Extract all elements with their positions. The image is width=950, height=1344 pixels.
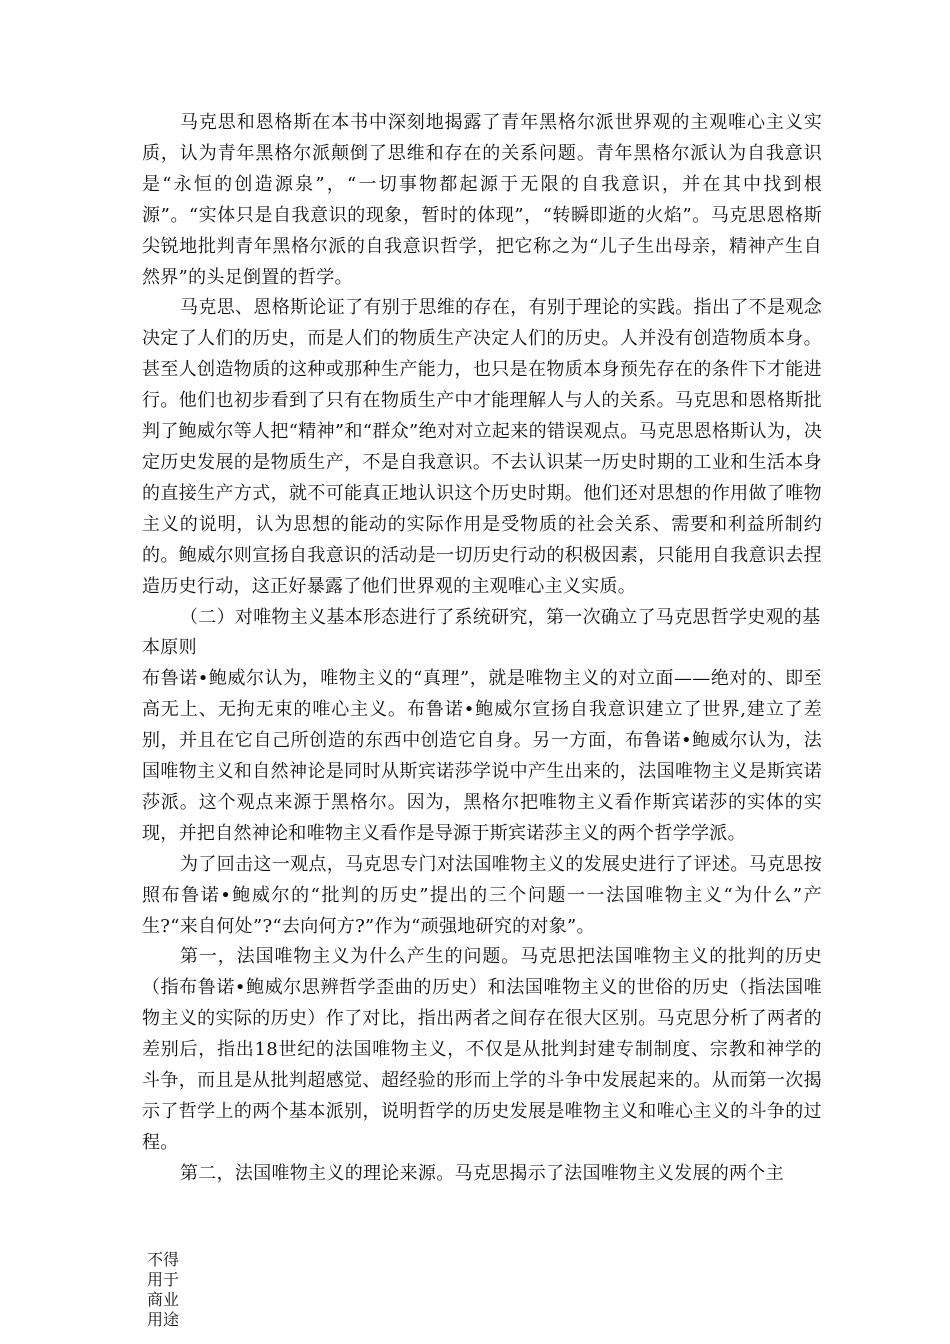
paragraph-1: 马克思和恩格斯在本书中深刻地揭露了青年黑格尔派世界观的主观唯心主义实质，认为青年黑格尔派颠倒了思维和存在的关系问题。青年黑格尔派认为自我意识是“永恒的创造源泉”，“一切事物都起源于无限的自我意识，并在其中找到根源”。“实体只是自我意识的现象，暂时的体现”，“转瞬即逝的火焰”。马克思恩格斯尖锐地批判青年黑格尔派的自我意识哲学，把它称之为“儿子生出母亲，精神产生自然界”的头足倒置的哲学。 [142,112,822,288]
paragraph-4: 为了回击这一观点，马克思专门对法国唯物主义的发展史进行了评述。马克思按照布鲁诺•鲍威尔的“批判的历史”提出的三个问题一一法国唯物主义“为什么”产生?“来自何处”?“去向何方?”作为“顽强地研究的对象”。 [142,853,822,937]
paragraph-3: 布鲁诺•鲍威尔认为，唯物主义的“真理”，就是唯物主义的对立面——绝对的、即至高无上、无拘无束的唯心主义。布鲁诺•鲍威尔宣扬自我意识建立了世界,建立了差别，并且在它自己所创造的东西中创造它自身。另一方面，布鲁诺•鲍威尔认为，法国唯物主义和自然神论是同时从斯宾诺莎学说中产生出来的，法国唯物主义是斯宾诺莎派。这个观点来源于黑格尔。因为，黑格尔把唯物主义看作斯宾诺莎的实体的实现，并把自然神论和唯物主义看作是导源于斯宾诺莎主义的两个哲学学派。 [142,668,822,844]
paragraph-6: 第二，法国唯物主义的理论来源。马克思揭示了法国唯物主义发展的两个主 [180,1162,784,1184]
document-body [142,108,822,1190]
usage-notice: 不得用于商业用途 [147,1250,180,1329]
paragraph-5: 第一，法国唯物主义为什么产生的问题。马克思把法国唯物主义的批判的历史（指布鲁诺•鲍威尔思辨哲学歪曲的历史）和法国唯物主义的世俗的历史（指法国唯物主义的实际的历史）作了对比，指出两者之间存在很大区别。马克思分析了两者的差别后，指出18世纪的法国唯物主义，不仅是从批判封建专制制度、宗教和神学的斗争，而且是从批判超感觉、超经验的形而上学的斗争中发展起来的。从而第一次揭示了哲学上的两个基本派别，说明哲学的历史发展是唯物主义和唯心主义的斗争的过程。 [142,946,822,1153]
section-heading: （二）对唯物主义基本形态进行了系统研究，第一次确立了马克思哲学史观的基本原则 [142,606,821,659]
paragraph-2: 马克思、恩格斯论证了有别于思维的存在，有别于理论的实践。指出了不是观念决定了人们的历史，而是人们的物质生产决定人们的历史。人并没有创造物质本身。甚至人创造物质的这种或那种生产能力，也只是在物质本身预先存在的条件下才能进行。他们也初步看到了只有在物质生产中才能理解人与人的关系。马克思和恩格斯批判了鲍威尔等人把“精神”和“群众”绝对对立起来的错误观点。马克思恩格斯认为，决定历史发展的是物质生产，不是自我意识。不去认识某一历史时期的工业和生活本身的直接生产方式，就不可能真正地认识这个历史时期。他们还对思想的作用做了唯物主义的说明，认为思想的能动的实际作用是受物质的社会关系、需要和利益所制约的。鲍威尔则宣扬自我意识的活动是一切历史行动的积极因素，只能用自我意识去捏造历史行动，这正好暴露了他们世界观的主观唯心主义实质。 [142,297,822,597]
